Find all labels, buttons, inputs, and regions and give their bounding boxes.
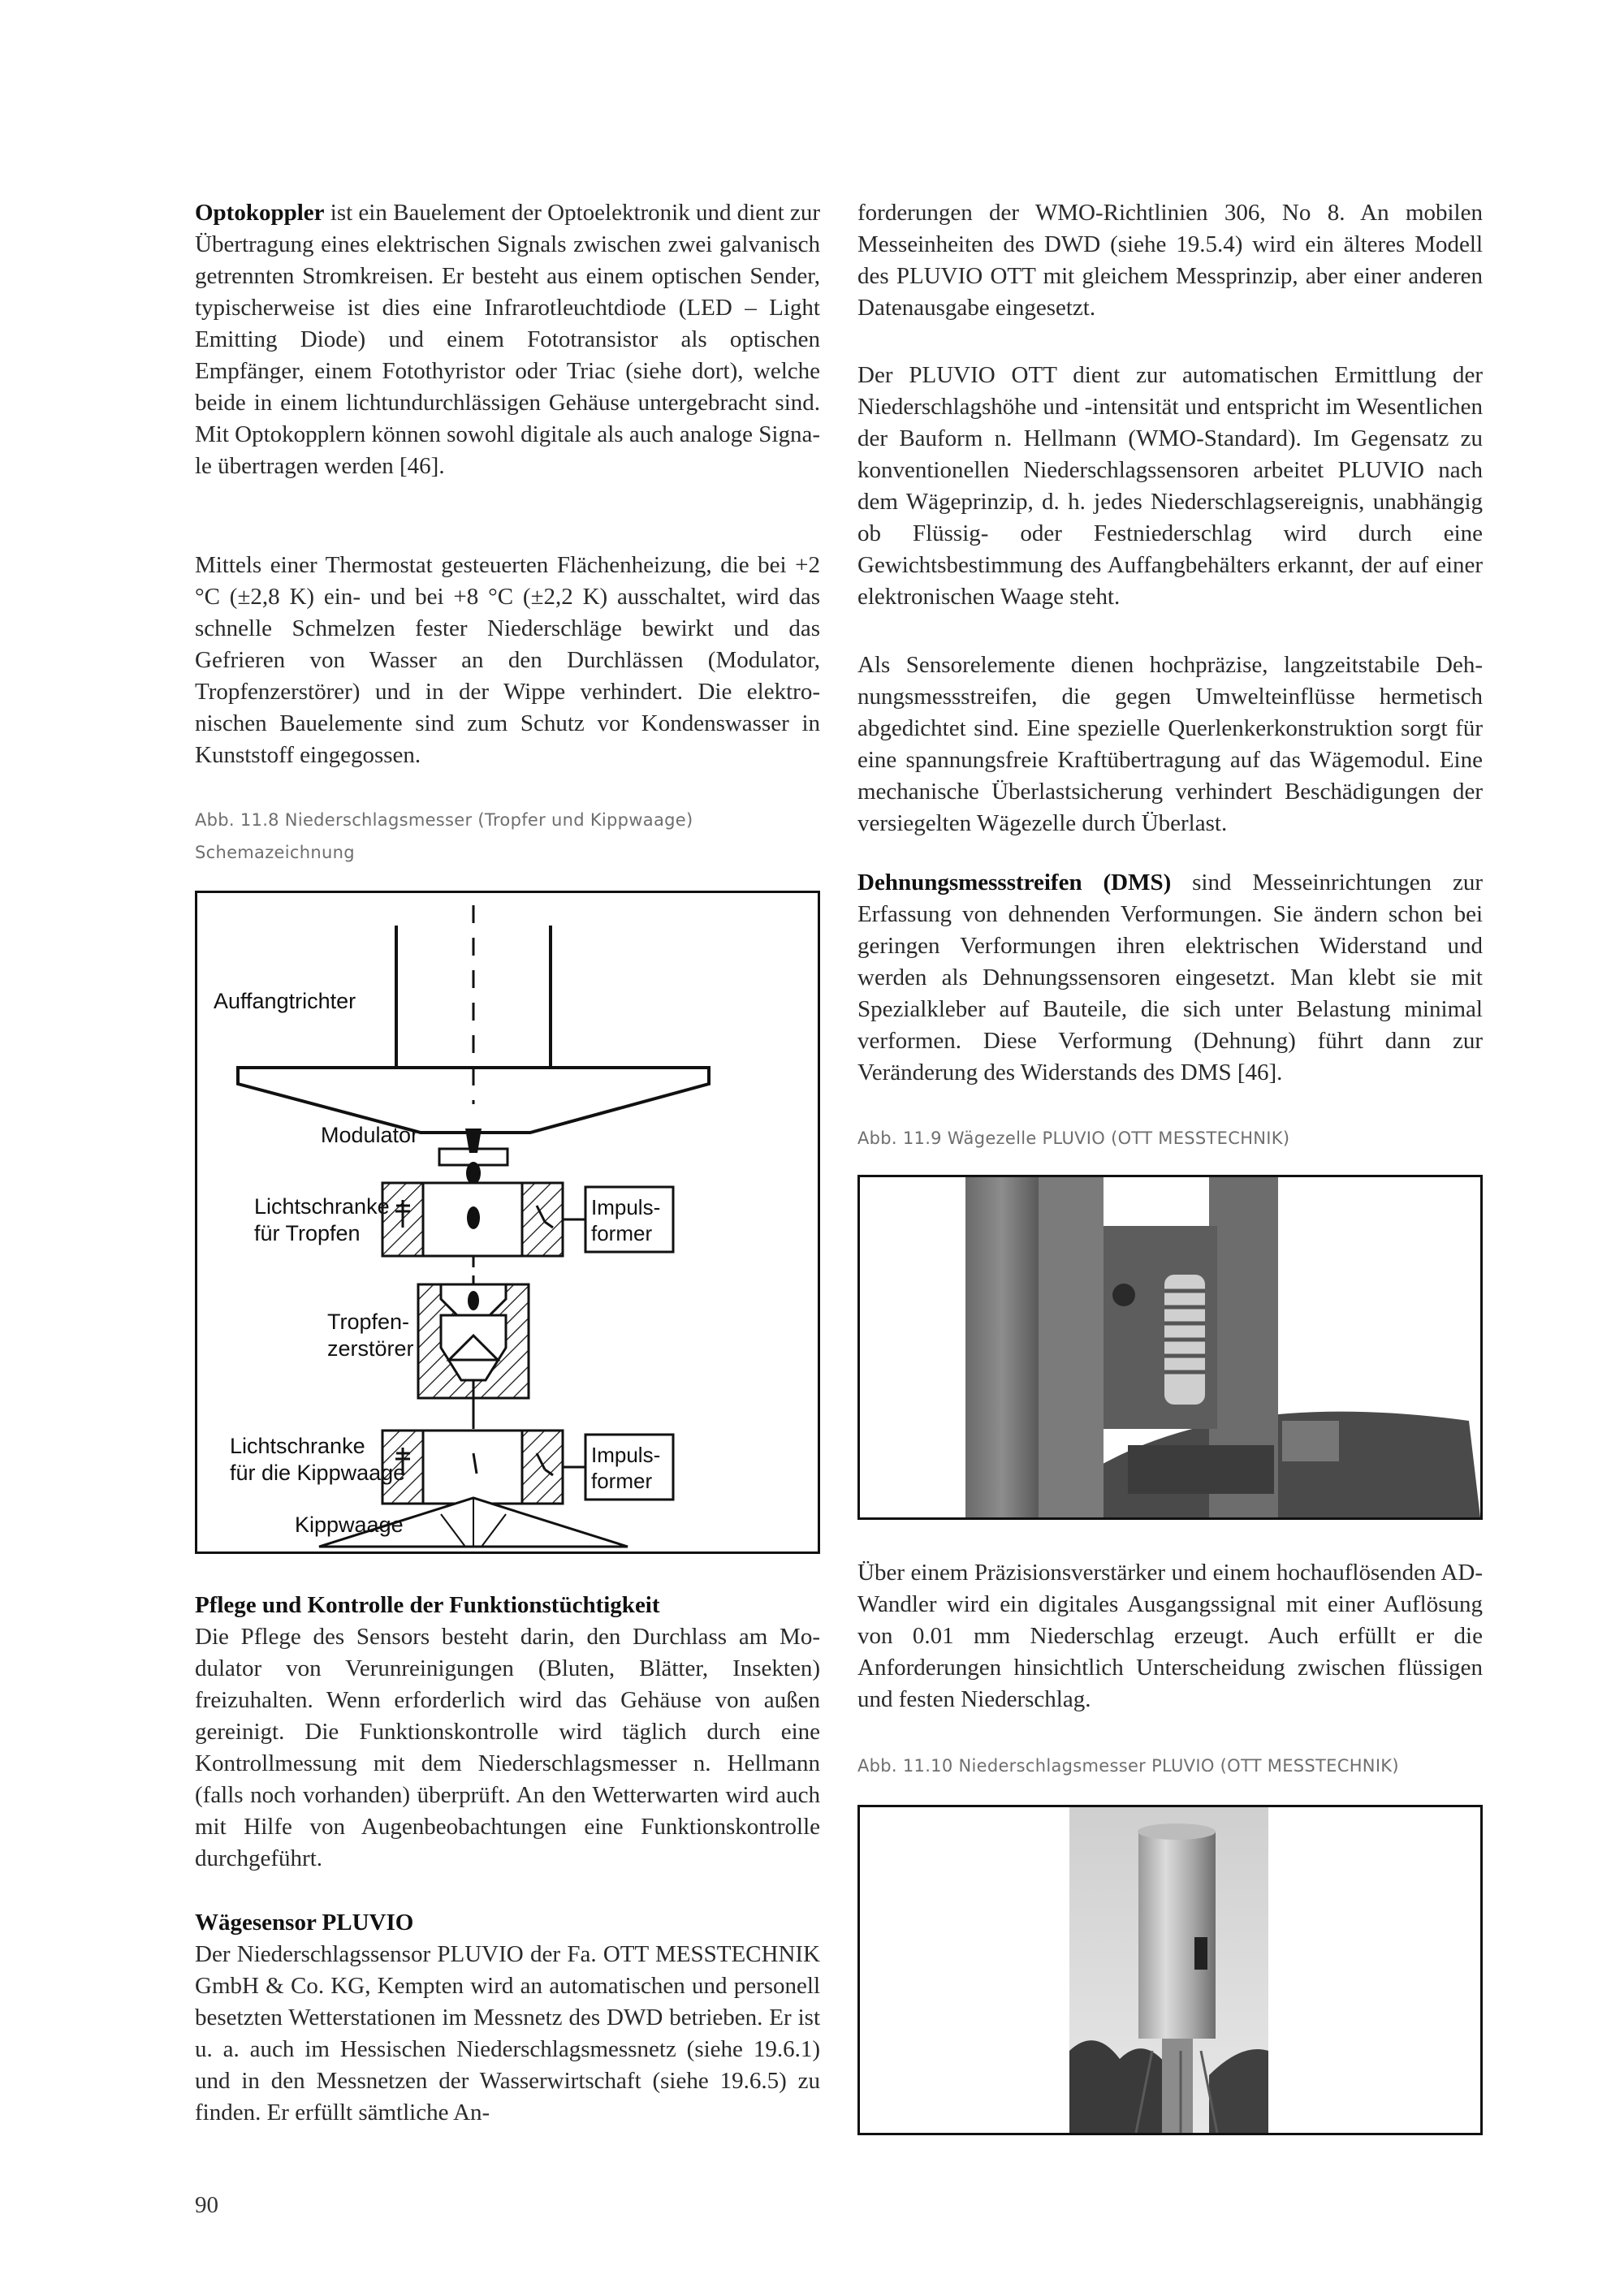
page-number: 90	[195, 2192, 218, 2218]
heading-waegesensor: Wägesensor PLUVIO	[195, 1910, 414, 1936]
photo-pluvio	[857, 1805, 1483, 2135]
label-impulsformer-1b: former	[591, 1221, 653, 1245]
paragraph-waegesensor: Der Niederschlagssensor PLUVIO der Fa. OTT MESSTECHNIK GmbH & Co. KG, Kempten wird an automatischen und personell besetzten Wetterstationen im Messnetz des DWD betrieben. Er ist u. a. auch im Hessischen Niederschlagsmessnetz (siehe 19.6.1) und in den Messnetzen der Wasserwirtschaft (siehe 19.6.5) zu finden. Er erfüllt sämtliche An-	[195, 1941, 820, 2126]
label-lichtschranke-2: Lichtschranke	[230, 1434, 365, 1458]
label-impulsformer-2a: Impuls-	[591, 1443, 661, 1467]
label-impulsformer-1a: Impuls-	[591, 1195, 661, 1219]
label-lichtschranke-1: Lichtschranke	[254, 1194, 390, 1219]
paragraph-pluvio: Der PLUVIO OTT dient zur automatischen Ermittlung der Niederschlagshöhe und -intensität und entspricht im Wesentlichen der Bauform n. Hellmann (WMO-Standard). Im Gegensatz zu konventionellen Niederschlagssensoren arbeitet PLUVIO nach dem Wägeprinzip, d. h. jedes Niederschlagsereignis, unabhängig ob Flüssig- oder Festniederschlag wird durch eine Gewichtsbestimmung des Auffangbehälters erkannt, der auf einer elektronischen Waage steht.	[857, 362, 1483, 610]
waegezelle-image	[860, 1177, 1480, 1517]
label-tropfenzerstoerer-a: Tropfen-	[327, 1310, 410, 1334]
paragraph-wmo: forderungen der WMO-Richtlinien 306, No 8. An mobilen Messeinheiten des DWD (siehe 19.5.4) wird ein älteres Modell des PLUVIO OTT mit gleichem Messprinzip, aber einer anderen Datenausgabe eingesetzt.	[857, 200, 1483, 321]
label-impulsformer-2b: former	[591, 1469, 653, 1493]
figure-schematic-drip-gauge	[195, 891, 820, 1554]
paragraph-text: ist ein Bauelement der Optoelektronik und dient zur Übertragung eines elektrischen Signals zwischen zwei galvanisch getrennten Stromkreisen. Er besteht aus einem optischen Sender, typischerweise ist dies eine Infrarotleuchtdiode (LED – Light Emitting Diode) und einem Fototransistor als optischen Empfänger, einem Fotothyristor oder Triac (siehe dort), welche beide in einem lichtundurchlässigen Gehäuse untergebracht sind. Mit Optokopplern können sowohl digitale als auch analoge Signale übertragen werden [46].	[195, 200, 820, 479]
paragraph-thermostat: Mittels einer Thermostat gesteuerten Flächenheizung, die bei +2 °C (±2,8 K) ein- und bei +8 °C (±2,2 K) ausschaltet, wird das schnelle Schmelzen fester Niederschläge bewirkt und das Gefrieren von Wasser an den Durchlässen (Modulator, Tropfenzerstörer) und in der Wippe verhindert. Die elektronischen Bauelemente sind zum Schutz vor Kondenswasser in Kunststoff eingegossen.	[195, 552, 820, 768]
paragraph-text: sind Messeinrichtungen zur Erfassung von dehnenden Verformungen. Sie ändern schon bei geringen Verformungen ihren elektrischen Widerstand und werden als Dehnungssensoren eingesetzt. Man klebt sie mit Spezialkleber auf Bauteile, die sich unter Belastung minimal verformen. Diese Verformung (Dehnung) führt dann zur Veränderung des Widerstands des DMS [46].	[857, 870, 1483, 1085]
figure-caption-11-8	[195, 804, 820, 869]
paragraph-pflege: Die Pflege des Sensors besteht darin, den Durchlass am Modulator von Verunreinigungen (Bluten, Blätter, Insekten) freizuhalten. Wenn erforderlich wird das Gehäuse von außen gereinigt. Die Funktionskontrolle wird täglich durch eine Kontrollmessung mit dem Niederschlagsmesser n. Hellmann (falls noch vorhanden) überprüft. An den Wetterwarten wird auch mit Hilfe von Augenbeobachtungen eine Funktionskontrolle durchgeführt.	[195, 1624, 820, 1871]
figure-caption-11-10: Abb. 11.10 Niederschlagsmesser PLUVIO (OTT MESSTECHNIK)	[857, 1756, 1399, 1776]
label-tropfenzerstoerer-b: zerstörer	[327, 1336, 414, 1361]
paragraph-ad-wandler: Über einem Präzisionsverstärker und einem hochauflösenden AD-Wandler wird ein digitales Ausgangssignal mit einer Auflösung von 0.01 mm Niederschlag erzeugt. Auch erfüllt er die Anforderungen hinsichtlich Unterscheidung zwischen flüssigen und festen Niederschlag.	[857, 1560, 1483, 1712]
label-fuer-kippwaage: für die Kippwaage	[230, 1461, 406, 1485]
figure-caption-11-9: Abb. 11.9 Wägezelle PLUVIO (OTT MESSTECHNIK)	[857, 1129, 1290, 1148]
caption-line: Schemazeichnung	[195, 843, 355, 862]
paragraph-sensorelemente: Als Sensorelemente dienen hochpräzise, langzeitstabile Dehnungsmessstreifen, die gegen Umwelteinflüsse hermetisch abgedichtet sind. Eine spezielle Querlenkerkonstruktion sorgt für eine spannungsfreie Kraftübertragung auf das Wägemodul. Eine mechanische Überlastsicherung verhindert Beschädigungen der versiegelten Wägezelle durch Überlast.	[857, 652, 1483, 836]
drop-destroyer-shape	[418, 1284, 529, 1429]
label-auffangtrichter: Auffangtrichter	[214, 989, 356, 1013]
label-fuer-tropfen: für Tropfen	[254, 1221, 361, 1245]
label-modulator: Modulator	[321, 1123, 419, 1147]
label-kippwaage: Kippwaage	[295, 1513, 404, 1537]
photo-waegezelle	[857, 1175, 1483, 1520]
caption-line: Abb. 11.8 Niederschlagsmesser (Tropfer und Kippwaage)	[195, 810, 693, 830]
heading-pflege: Pflege und Kontrolle der Funktionstüchtigkeit	[195, 1592, 660, 1618]
term-dms: Dehnungsmessstreifen (DMS)	[857, 870, 1172, 896]
pluvio-image	[860, 1807, 1480, 2133]
schematic-drawing	[197, 893, 818, 1552]
paragraph-optokoppler	[195, 197, 820, 482]
paragraph-dms	[857, 867, 1483, 1089]
term-optokoppler: Optokoppler	[195, 200, 325, 226]
